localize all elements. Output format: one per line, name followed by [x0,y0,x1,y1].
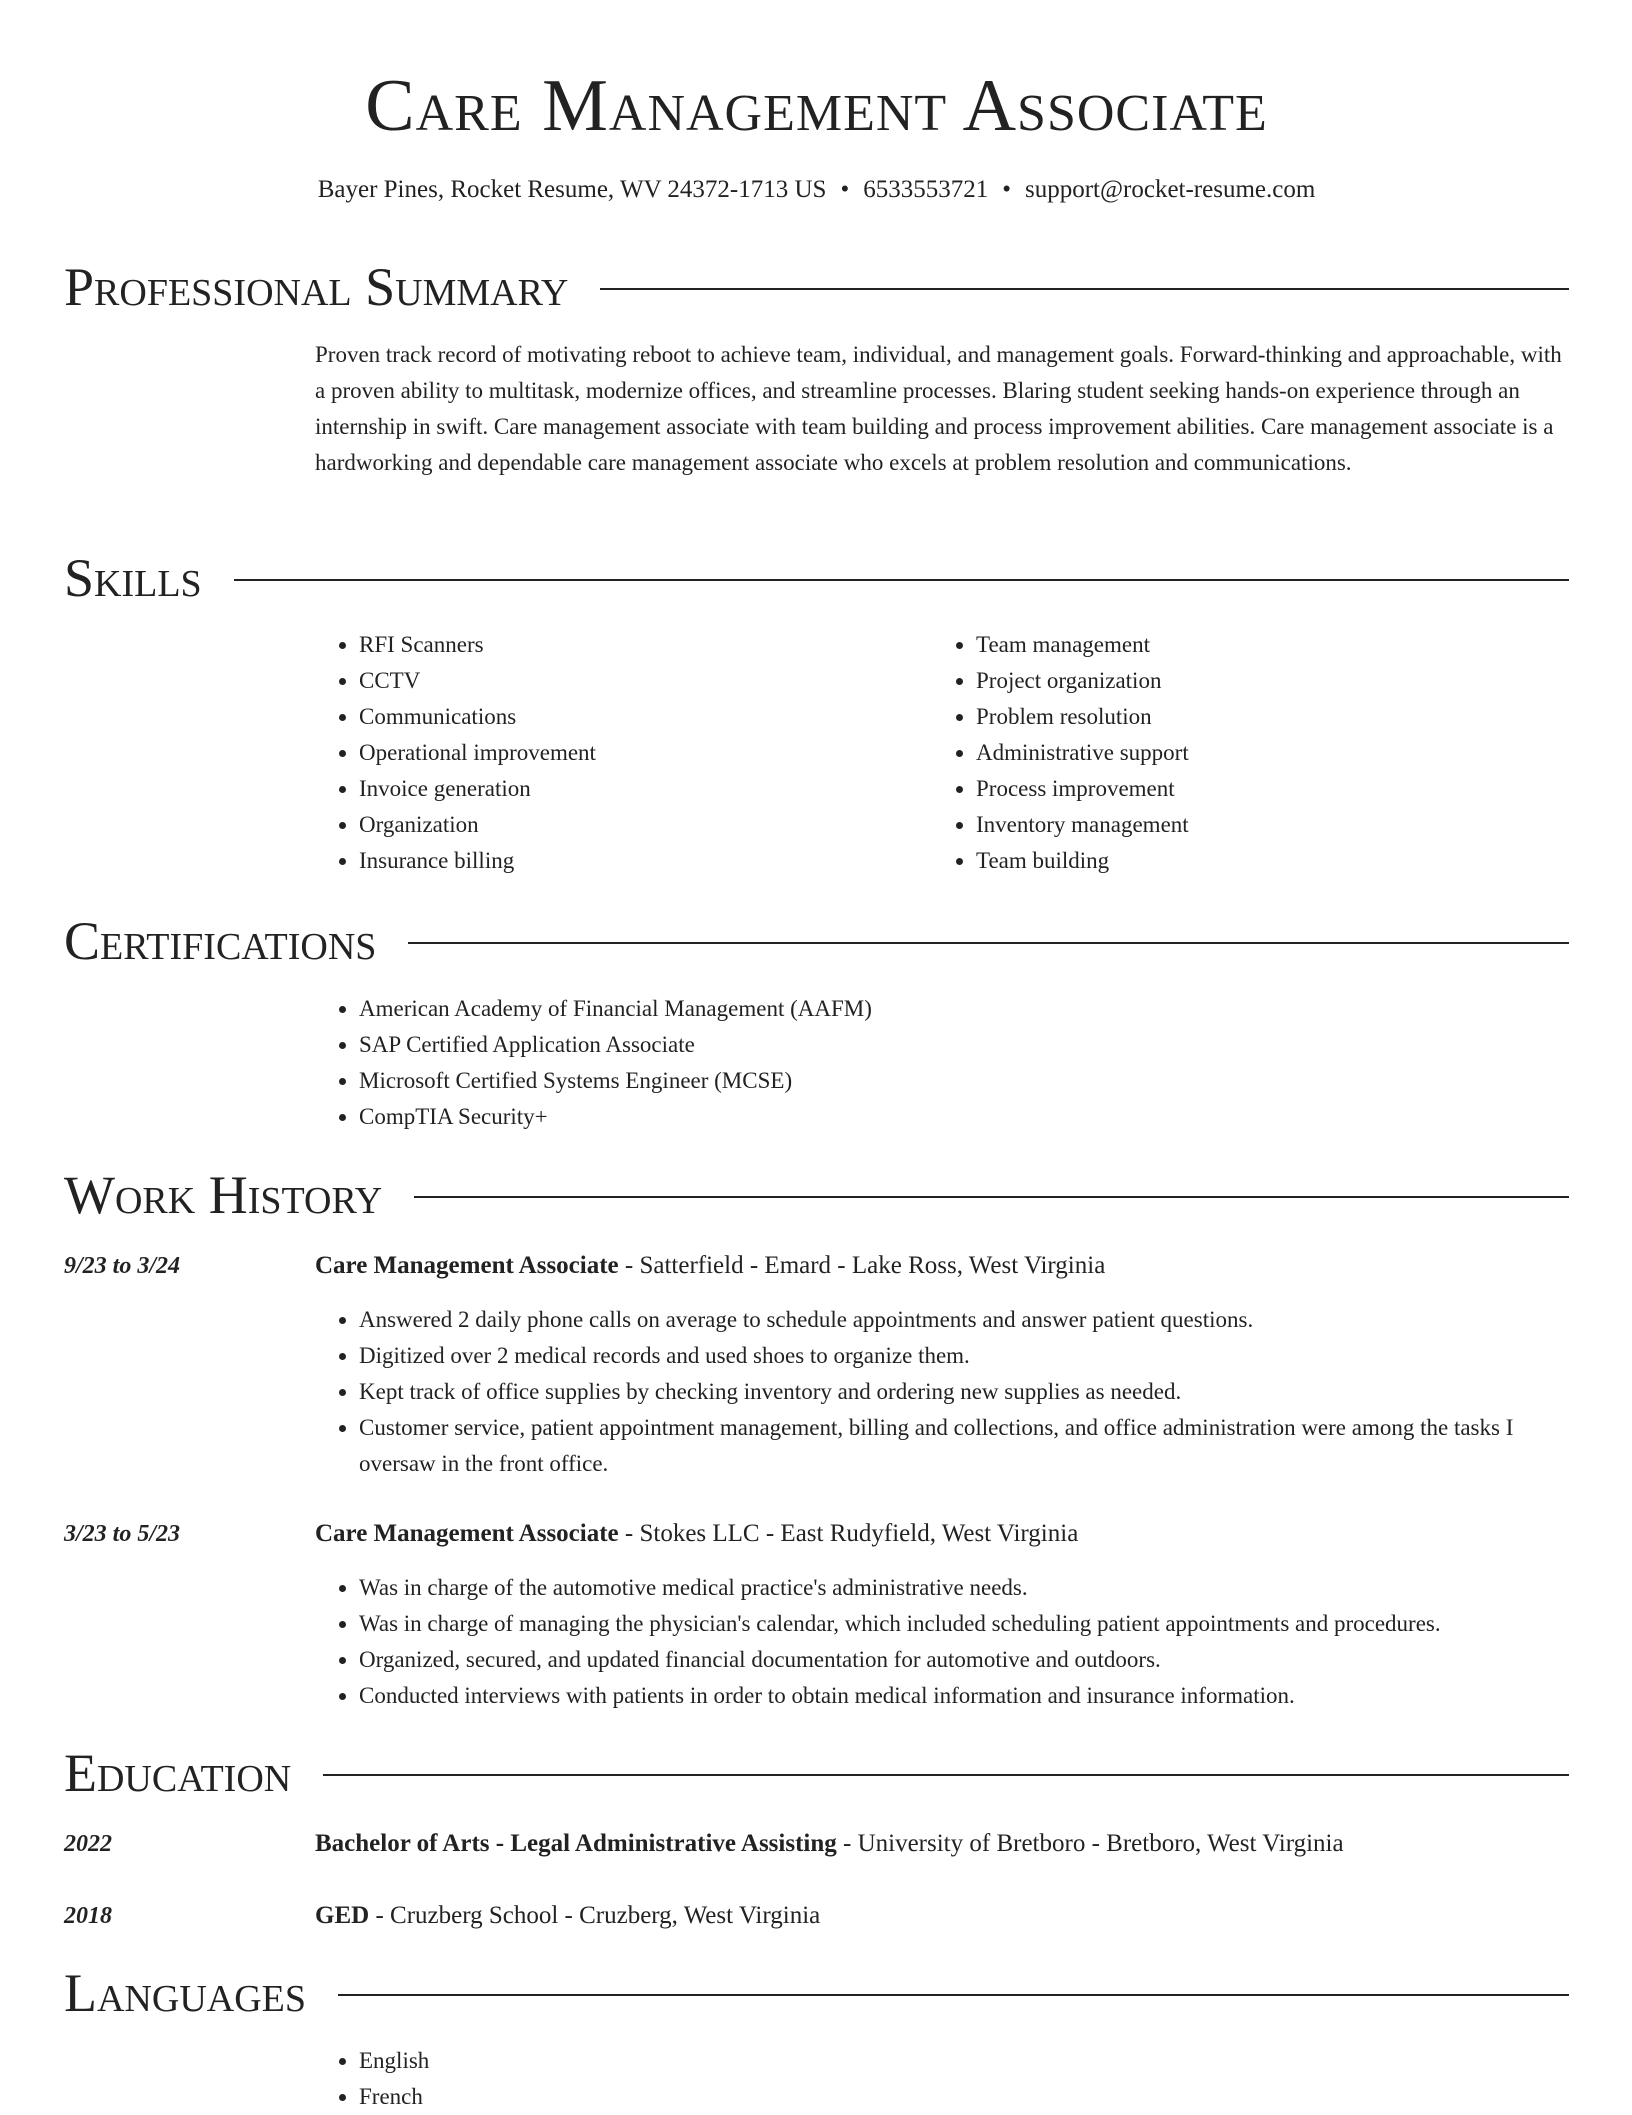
skills-heading [64,543,1569,613]
job-title: Care Management Associate [315,1520,619,1547]
skill-item: • CCTV [359,663,915,699]
job-dates: 3/23 to 5/23 [64,1521,181,1547]
job-bullets [315,1302,1569,1482]
skill-item: • Team building [976,843,1532,879]
education-heading [64,1738,1569,1808]
contact-phone: 6533553721 [863,176,989,203]
work-history-heading [64,1160,1569,1230]
education-entry [315,1898,820,1934]
skill-item: • RFI Scanners [359,627,915,663]
job-employer: - Stokes LLC - East Rudyfield, West Virginia [618,1520,1079,1547]
section-divider [338,1994,1569,1996]
work-history-title: Work History [64,1165,383,1225]
skills-left-column [315,627,915,879]
skills-left-list [315,627,915,879]
education-year: 2018 [64,1903,112,1929]
contact-line [64,172,1569,208]
job-bullet: • Conducted interviews with patients in order to obtain medical information and insurance information. [359,1678,1569,1714]
job-bullet: • Organized, secured, and updated financial documentation for automotive and outdoors. [359,1642,1569,1678]
skills-right-list [932,627,1532,879]
section-divider [408,942,1569,944]
job-bullet: • Kept track of office supplies by checking inventory and ordering new supplies as needed. [359,1374,1569,1410]
job-bullet: • Answered 2 daily phone calls on average to schedule appointments and answer patient questions. [359,1302,1569,1338]
skill-item: • Team management [976,627,1532,663]
certification-item: • American Academy of Financial Management (AAFM) [359,991,1569,1027]
job-bullets-block [315,1570,1569,1714]
certification-item: • SAP Certified Application Associate [359,1027,1569,1063]
languages-heading [64,1958,1569,2028]
skill-item: • Inventory management [976,807,1532,843]
certifications-heading [64,906,1569,976]
languages-block [315,2043,1569,2115]
skill-item: • Organization [359,807,915,843]
job-dates: 9/23 to 3/24 [64,1253,181,1279]
job-title: Care Management Associate [315,1252,619,1279]
education-entry [315,1826,1344,1862]
resume-name: Care Management Associate [365,65,1268,147]
skill-item: • Problem resolution [976,699,1532,735]
education-degree: Bachelor of Arts - Legal Administrative Assisting [315,1830,837,1857]
section-divider [234,579,1569,581]
section-divider [600,288,1569,290]
job-bullet: • Was in charge of managing the physician's calendar, which included scheduling patient appointments and procedures. [359,1606,1569,1642]
certifications-list [315,991,1569,1135]
job-bullet: • Digitized over 2 medical records and used shoes to organize them. [359,1338,1569,1374]
languages-list [315,2043,1569,2115]
job-title-line [315,1248,1105,1284]
education-school: - Cruzberg School - Cruzberg, West Virginia [369,1902,821,1929]
certification-item: • Microsoft Certified Systems Engineer (MCSE) [359,1063,1569,1099]
summary-heading [64,252,1569,322]
contact-email: support@rocket-resume.com [1025,176,1316,203]
job-bullets [315,1570,1569,1714]
skill-item: • Administrative support [976,735,1532,771]
skill-item: • Project organization [976,663,1532,699]
section-divider [414,1196,1569,1198]
certification-item: • CompTIA Security+ [359,1099,1569,1135]
skill-item: • Process improvement [976,771,1532,807]
summary-title: Professional Summary [64,257,569,317]
contact-address: Bayer Pines, Rocket Resume, WV 24372-1713 US [317,176,827,203]
language-item: • English [359,2043,1569,2079]
languages-title: Languages [64,1963,306,2023]
skills-title: Skills [64,548,202,608]
education-school: - University of Bretboro - Bretboro, West Virginia [836,1830,1344,1857]
skill-item: • Insurance billing [359,843,915,879]
section-divider [323,1774,1569,1776]
job-bullet: • Customer service, patient appointment management, billing and collections, and office administration were among the tasks I oversaw in the front office. [359,1410,1569,1482]
language-item: • French [359,2079,1569,2115]
skills-right-column [932,627,1532,879]
skill-item: • Operational improvement [359,735,915,771]
job-employer: - Satterfield - Emard - Lake Ross, West Virginia [618,1252,1106,1279]
job-title-line [315,1516,1078,1552]
education-year: 2022 [64,1831,112,1857]
job-bullet: • Was in charge of the automotive medical practice's administrative needs. [359,1570,1569,1606]
separator-dot: • [840,176,850,203]
separator-dot: • [1002,176,1011,203]
education-title: Education [64,1743,292,1803]
certifications-title: Certifications [64,911,377,971]
job-bullets-block [315,1302,1569,1482]
certifications-block [315,991,1569,1135]
summary-text: Proven track record of motivating reboot to achieve team, individual, and management goals. Forward-thinking and approachable, with a proven ability to multitask, modernize offices, and streamline processes. Blaring student seeking hands-on experience through an internship in swift. Care management associate with team building and process improvement abilities. Care management associate is a hardworking and dependable care management associate who excels at problem resolution and communications. [315,342,1562,475]
education-degree: GED [315,1902,370,1929]
skill-item: • Communications [359,699,915,735]
skill-item: • Invoice generation [359,771,915,807]
